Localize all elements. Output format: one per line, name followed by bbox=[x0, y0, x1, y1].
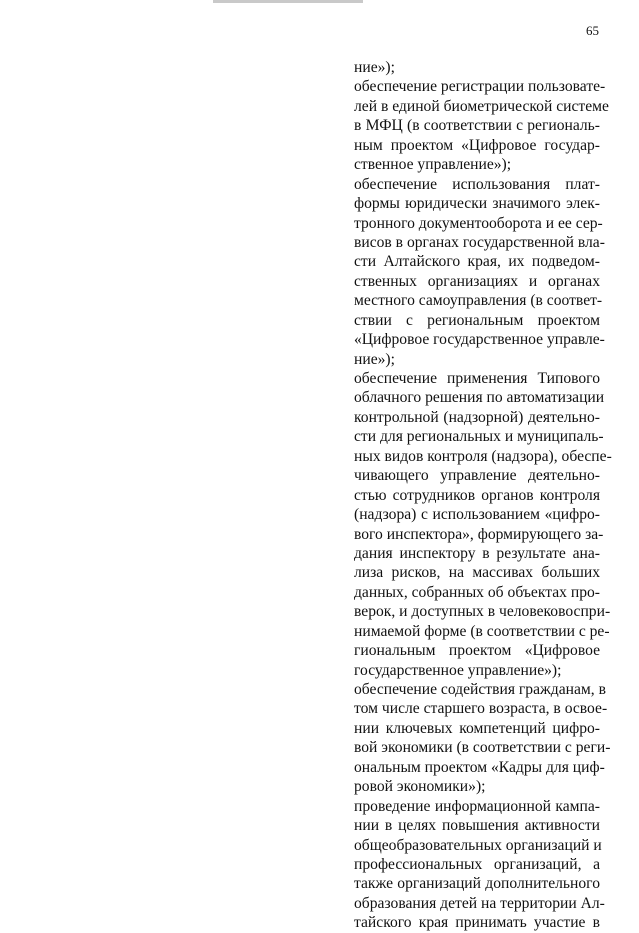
text-column bbox=[354, 58, 612, 933]
text-line: ным проектом «Цифровое государ- bbox=[354, 136, 600, 154]
text-line: в МФЦ (в соответствии с региональ- bbox=[354, 117, 600, 135]
text-line: лей в единой биометрической системе bbox=[354, 97, 609, 115]
text-line: ональным проектом «Кадры для циф- bbox=[354, 758, 605, 776]
text-line: (надзора) с использованием «цифро- bbox=[354, 506, 600, 524]
text-line: тронного документооборота и ее сер- bbox=[354, 214, 603, 232]
text-line: контрольной (надзорной) деятельно- bbox=[354, 408, 600, 426]
text-line: висов в органах государственной вла- bbox=[354, 233, 605, 251]
text-line: гиональным проектом «Цифровое bbox=[354, 642, 600, 660]
text-line: государственное управление»); bbox=[354, 661, 562, 679]
text-line: формы юридически значимого элек- bbox=[354, 195, 600, 213]
text-line: ние»); bbox=[354, 350, 395, 368]
text-line: «Цифровое государственное управле- bbox=[354, 331, 605, 349]
text-line: ных видов контроля (надзора), обеспе- bbox=[354, 447, 612, 465]
text-line: том числе старшего возраста, в освое- bbox=[354, 700, 608, 718]
text-line: ствии с региональным проектом bbox=[354, 311, 600, 329]
page-number: 65 bbox=[586, 23, 599, 38]
text-line: образования детей на территории Ал- bbox=[354, 894, 605, 912]
text-line: облачного решения по автоматизации bbox=[354, 389, 605, 407]
text-line: данных, собранных об объектах про- bbox=[354, 583, 600, 601]
text-line: нимаемой форме (в соответствии с ре- bbox=[354, 622, 610, 640]
text-line: обеспечение регистрации пользовате- bbox=[354, 78, 606, 96]
text-line: общеобразовательных организаций и bbox=[354, 836, 602, 854]
text-line: проведение информационной кампа- bbox=[354, 797, 600, 815]
text-line: также организаций дополнительного bbox=[354, 875, 600, 893]
text-line: ственных организациях и органах bbox=[354, 272, 600, 290]
text-line: сти Алтайского края, их подведом- bbox=[354, 253, 600, 271]
text-line: сти для региональных и муниципаль- bbox=[354, 428, 604, 446]
text-line: ственное управление»); bbox=[354, 156, 512, 174]
scan-artifact bbox=[213, 0, 363, 3]
text-line: верок, и доступных в человековоспри- bbox=[354, 603, 611, 621]
text-line: дания инспектору в результате ана- bbox=[354, 544, 600, 562]
text-line: вого инспектора», формирующего за- bbox=[354, 525, 604, 543]
text-line: обеспечение применения Типового bbox=[354, 370, 600, 387]
text-line: обеспечение использования плат- bbox=[354, 175, 600, 193]
text-line: нии ключевых компетенций цифро- bbox=[354, 719, 600, 737]
text-line: стью сотрудников органов контроля bbox=[354, 486, 600, 504]
text-line: чивающего управление деятельно- bbox=[354, 467, 600, 485]
text-line: лиза рисков, на массивах больших bbox=[354, 564, 600, 582]
text-line: вой экономики (в соответствии с реги- bbox=[354, 739, 611, 757]
text-line: обеспечение содействия гражданам, в bbox=[354, 681, 606, 698]
text-line: местного самоуправления (в соответ- bbox=[354, 292, 603, 310]
text-line: ровой экономики»); bbox=[354, 778, 486, 796]
text-line: тайского края принимать участие в bbox=[354, 914, 600, 932]
text-line: нии в целях повышения активности bbox=[354, 817, 600, 835]
text-line: профессиональных организаций, а bbox=[354, 855, 600, 873]
text-line: ние»); bbox=[354, 59, 395, 76]
